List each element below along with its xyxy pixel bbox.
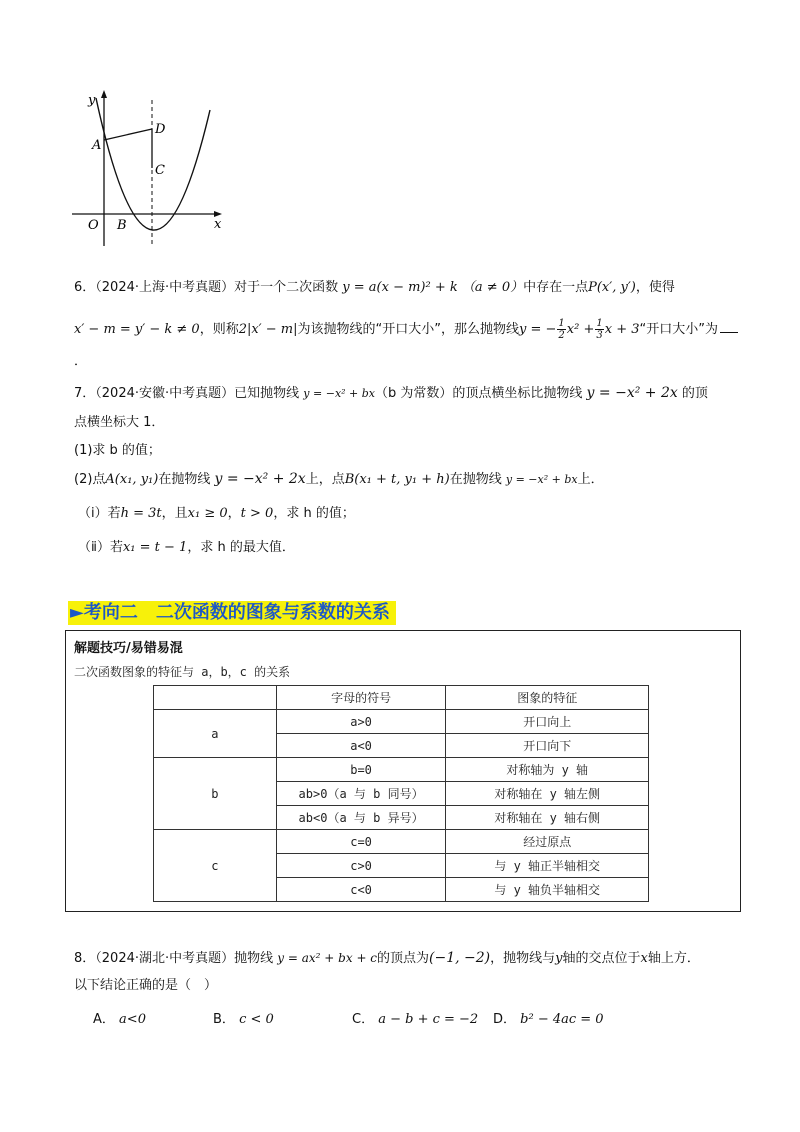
- feature-cell: 开口向下: [446, 734, 649, 758]
- q7-x1-cond: x₁ ≥ 0: [187, 506, 228, 521]
- q6-answer-blank: [720, 320, 738, 333]
- q6-line2: [74, 318, 738, 341]
- q6-end: ．: [74, 354, 88, 369]
- option-math: a<0: [119, 1012, 146, 1027]
- q8-text: 抛物线: [234, 951, 274, 966]
- q6-formula-vertex: y = a(x − m)² + k: [342, 280, 458, 295]
- option-math: a − b + c = −2: [378, 1012, 479, 1027]
- q7-formula-1: y = −x² + bx: [303, 387, 376, 400]
- letter-cell: a: [154, 710, 277, 758]
- option-label: B．: [213, 1012, 235, 1027]
- q7-line1: [74, 383, 708, 404]
- q6-source: （2024·上海·中考真题）: [95, 280, 235, 295]
- letter-cell: b: [154, 758, 277, 830]
- q8-vertex: (−1, −2): [429, 950, 491, 966]
- sign-cell: a<0: [276, 734, 446, 758]
- sign-cell: b=0: [276, 758, 446, 782]
- q7-formula-4: y = −x² + bx: [505, 473, 578, 486]
- option-d[interactable]: [493, 1008, 604, 1027]
- feature-cell: 对称轴在 y 轴右侧: [446, 806, 649, 830]
- q6-point-p: P(x′, y′): [588, 280, 636, 295]
- label-c: C: [155, 163, 165, 178]
- q7-line2: 点横坐标大 1．: [74, 415, 165, 430]
- q6-text: 为该抛物线的“开口大小”，那么抛物线: [297, 322, 519, 337]
- q6-number: 6．: [74, 280, 96, 295]
- letter-cell: c: [154, 830, 277, 902]
- option-label: C．: [352, 1012, 375, 1027]
- option-a[interactable]: [93, 1008, 146, 1027]
- label-x: x: [214, 217, 222, 232]
- q7-part2: [74, 469, 604, 490]
- q8-text: ，抛物线与: [490, 951, 556, 966]
- feature-cell: 经过原点: [446, 830, 649, 854]
- label-d: D: [155, 122, 166, 137]
- table-header-cell: 图象的特征: [446, 686, 649, 710]
- q7-text: (2)点: [74, 472, 106, 487]
- label-b: B: [117, 218, 127, 233]
- relation-table: [153, 685, 649, 902]
- q8-y: y: [555, 951, 563, 966]
- q7-source: （2024·安徽·中考真题）: [95, 386, 235, 401]
- q8-line2: 以下结论正确的是（ ）: [74, 978, 218, 993]
- q6-text: 对于一个二次函数: [234, 280, 339, 295]
- q7-text: 在抛物线: [158, 472, 211, 487]
- tips-heading: 解题技巧/易错易混: [74, 641, 183, 656]
- q7-text: ，且: [161, 506, 188, 521]
- q7-text: ，求 h 的值；: [273, 506, 355, 521]
- q7-text: （ⅰ）若: [78, 506, 121, 521]
- q8-source: （2024·湖北·中考真题）: [95, 951, 235, 966]
- feature-cell: 对称轴在 y 轴左侧: [446, 782, 649, 806]
- q7-text: （ⅱ）若: [78, 540, 123, 555]
- q6-opening-expr: 2|x′ − m|: [238, 322, 298, 337]
- q6-equation: x′ − m = y′ − k ≠ 0: [74, 322, 200, 337]
- q6-text: 中存在一点: [523, 280, 589, 295]
- y-axis-arrow: [101, 90, 107, 98]
- q7-formula-3: y = −x² + 2x: [214, 471, 306, 487]
- q6-text: “开口大小”为: [639, 322, 718, 337]
- table-header-cell: 字母的符号: [276, 686, 446, 710]
- q7-point-b: B(x₁ + t, y₁ + h): [344, 472, 450, 487]
- q7-sub-ii: [78, 538, 295, 558]
- q7-text: 的顶: [681, 386, 708, 401]
- q7-h-eq: h = 3t: [120, 506, 162, 521]
- q7-text: 上．: [577, 472, 604, 487]
- q6-parabola: y = − $\frac{1}{2}$ x² + $\frac{1}{3}$ x + 3: [519, 318, 640, 341]
- q8-text: 的顶点为: [377, 951, 430, 966]
- q7-sub-i: [78, 504, 355, 524]
- q7-text: ，: [227, 506, 241, 521]
- option-math: b² − 4ac = 0: [520, 1012, 604, 1027]
- q7-x1-eq: x₁ = t − 1: [122, 540, 188, 555]
- q7-t-cond: t > 0: [240, 506, 274, 521]
- parabola-curve: [96, 98, 210, 230]
- q7-text: 上，点: [305, 472, 345, 487]
- sign-cell: ab<0（a 与 b 异号）: [276, 806, 446, 830]
- q7-text: ，求 h 的最大值．: [187, 540, 295, 555]
- table-header-row: [154, 686, 649, 710]
- sign-cell: c<0: [276, 878, 446, 902]
- q7-text: 已知抛物线: [234, 386, 300, 401]
- q7-part1: (1)求 b 的值；: [74, 443, 161, 458]
- option-c[interactable]: [352, 1008, 478, 1027]
- label-y: y: [88, 93, 96, 108]
- table-row: [154, 710, 649, 734]
- q8-formula: y = ax² + bx + c: [277, 951, 378, 965]
- feature-cell: 与 y 轴正半轴相交: [446, 854, 649, 878]
- q7-point-a: A(x₁, y₁): [105, 472, 159, 487]
- table-row: [154, 758, 649, 782]
- tips-intro: 二次函数图象的特征与 a，b，c 的关系: [74, 665, 291, 679]
- q8-number: 8．: [74, 951, 96, 966]
- label-a: A: [92, 138, 102, 153]
- tips-box: [65, 630, 741, 912]
- q8-x: x: [640, 951, 648, 966]
- table-row: [154, 830, 649, 854]
- option-label: A．: [93, 1012, 115, 1027]
- q6-text: ，使得: [635, 280, 675, 295]
- parabola-figure: [68, 88, 228, 248]
- option-label: D．: [493, 1012, 517, 1027]
- option-b[interactable]: [213, 1008, 274, 1027]
- segment-ad: [104, 129, 152, 140]
- sign-cell: a>0: [276, 710, 446, 734]
- feature-cell: 对称轴为 y 轴: [446, 758, 649, 782]
- q7-number: 7．: [74, 386, 96, 401]
- label-o: O: [88, 218, 99, 233]
- feature-cell: 与 y 轴负半轴相交: [446, 878, 649, 902]
- sign-cell: c=0: [276, 830, 446, 854]
- feature-cell: 开口向上: [446, 710, 649, 734]
- q6-condition: （a ≠ 0）: [461, 280, 524, 295]
- q6-line1: [74, 278, 675, 298]
- q8-text: 轴上方．: [647, 951, 700, 966]
- q8-text: 轴的交点位于: [562, 951, 641, 966]
- q8-line1: [74, 948, 700, 969]
- option-math: c < 0: [239, 1012, 274, 1027]
- section-title: ►考向二 二次函数的图象与系数的关系: [68, 601, 396, 625]
- q6-text: ，则称: [199, 322, 239, 337]
- q7-text: 在抛物线: [449, 472, 502, 487]
- q7-formula-2: y = −x² + 2x: [586, 385, 678, 401]
- q7-text: （b 为常数）的顶点横坐标比抛物线: [375, 386, 583, 401]
- sign-cell: c>0: [276, 854, 446, 878]
- sign-cell: ab>0（a 与 b 同号）: [276, 782, 446, 806]
